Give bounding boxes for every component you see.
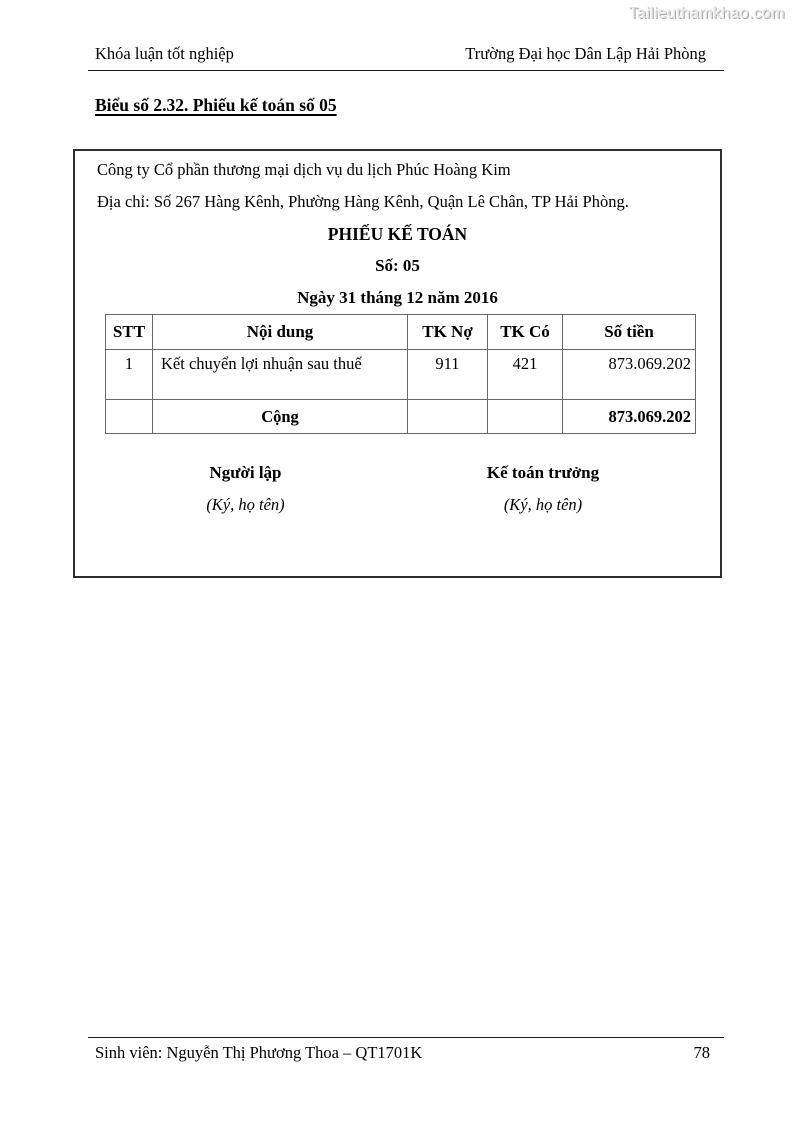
company-name: Công ty Cổ phần thương mại dịch vụ du lịch Phúc Hoàng Kim [97, 160, 511, 179]
signature-block-chief-accountant [458, 463, 628, 515]
voucher-date: Ngày 31 tháng 12 năm 2016 [297, 288, 498, 307]
cell-noi-dung: Kết chuyển lợi nhuận sau thuế [153, 350, 408, 400]
signature-note: (Ký, họ tên) [206, 495, 285, 514]
signature-block-preparer [163, 463, 328, 515]
col-header-tk-no: TK Nợ [408, 315, 488, 350]
total-label: Cộng [153, 400, 408, 434]
signature-note: (Ký, họ tên) [503, 495, 583, 514]
table-header-row [106, 315, 696, 350]
voucher-table [105, 314, 696, 434]
cell-empty [408, 400, 488, 434]
voucher-title: PHIẾU KẾ TOÁN [327, 224, 468, 244]
company-address: Địa chỉ: Số 267 Hàng Kênh, Phường Hàng Kênh, Quận Lê Chân, TP Hải Phòng. [97, 192, 629, 211]
cell-tk-no: 911 [408, 350, 488, 400]
voucher-box [73, 149, 722, 578]
col-header-stt: STT [106, 315, 153, 350]
cell-empty [488, 400, 563, 434]
section-title: Biểu số 2.32. Phiếu kế toán số 05 [95, 95, 337, 115]
col-header-noi-dung: Nội dung [153, 315, 408, 350]
footer-page-number: 78 [693, 1043, 710, 1062]
cell-stt: 1 [106, 350, 153, 400]
col-header-so-tien: Số tiền [563, 315, 696, 350]
signature-title: Người lập [209, 463, 282, 482]
voucher-number: Số: 05 [375, 256, 420, 275]
total-value: 873.069.202 [563, 400, 696, 434]
col-header-tk-co: TK Có [488, 315, 563, 350]
cell-tk-co: 421 [488, 350, 563, 400]
signature-title: Kế toán trưởng [486, 463, 600, 482]
table-row [106, 350, 696, 400]
watermark: Tailieuthamkhao.com [629, 5, 785, 22]
cell-empty [106, 400, 153, 434]
cell-so-tien: 873.069.202 [563, 350, 696, 400]
table-total-row [106, 400, 696, 434]
footer-student-text: Sinh viên: Nguyễn Thị Phương Thoa – QT1701K [95, 1043, 423, 1062]
header-left-text: Khóa luận tốt nghiệp [95, 44, 234, 63]
page-header [88, 44, 724, 71]
page-footer [88, 1037, 724, 1063]
header-right-text: Trường Đại học Dân Lập Hải Phòng [465, 44, 706, 63]
